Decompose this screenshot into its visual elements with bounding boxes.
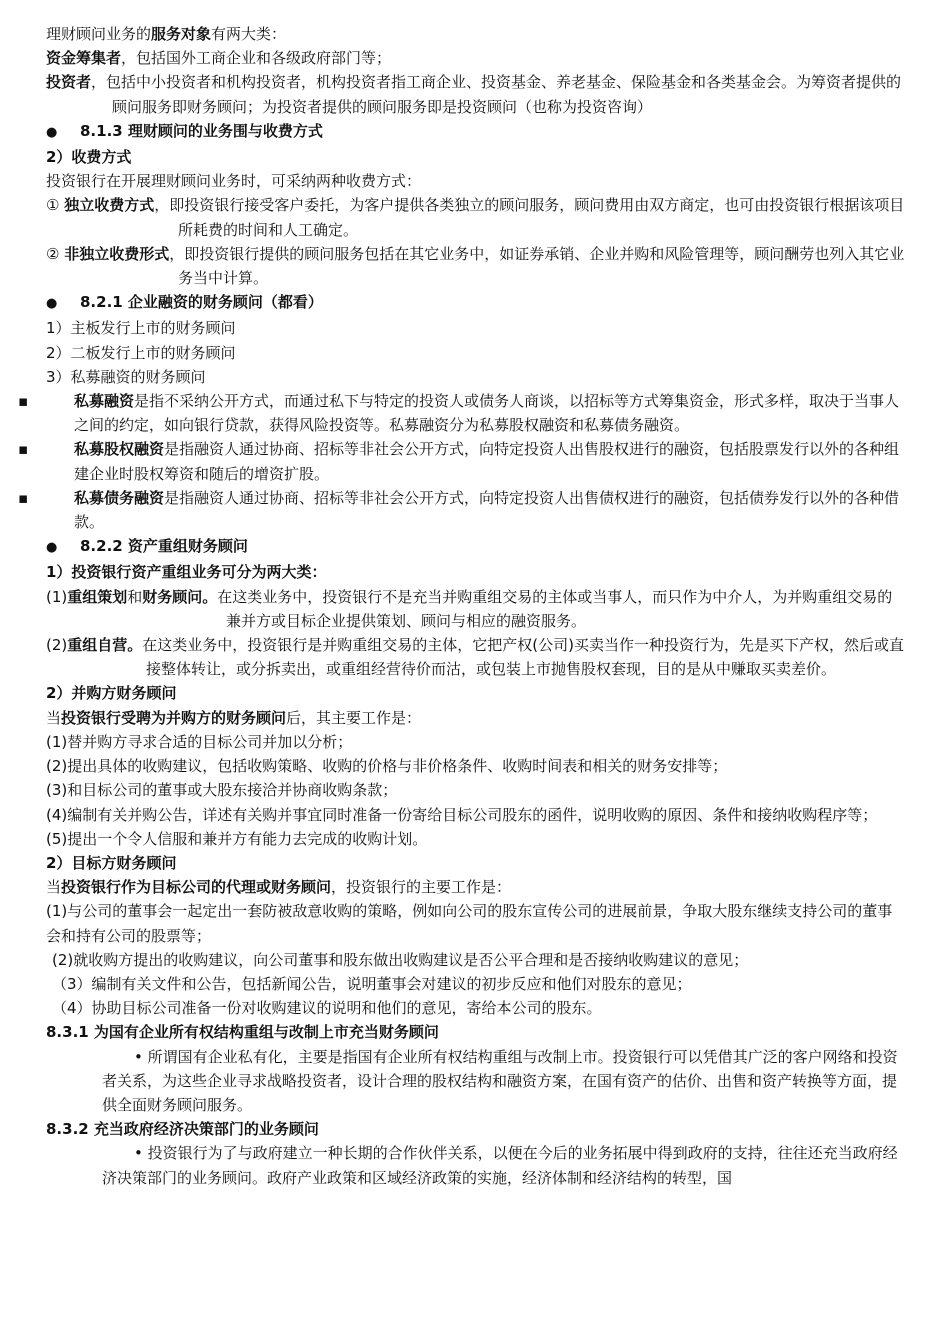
bullet-icon: ●: [46, 540, 58, 556]
text-line: • 投资银行为了与政府建立一种长期的合作伙伴关系，以便在今后的业务拓展中得到政府的支持，往往还充当政府经济决策部门的业务顾问。政府产业政策和区域经济政策的实施，经济体制和经济结构的转型，国: [102, 1144, 898, 1187]
section-heading: ● 8.2.1 企业融资的财务顾问（都看）: [46, 290, 906, 316]
subsection-heading: 2）收费方式: [46, 148, 132, 167]
text-line: 资金筹集者，包括国外工商企业和各级政府部门等；: [46, 49, 392, 68]
text-line: ① 独立收费方式，即投资银行接受客户委托，为客户提供各类独立的顾问服务，顾问费用由双方商定，也可由投资银行根据该项目所耗费的时间和人工确定。: [46, 196, 905, 239]
text-line: （3）编制有关文件和公告，包括新闻公告，说明董事会对建议的初步反应和他们对股东的意见；: [52, 974, 692, 993]
text-line: 投资银行在开展理财顾问业务时，可采纳两种收费方式：: [46, 172, 422, 191]
text-line: (3)和目标公司的董事或大股东接洽并协商收购条款；: [46, 781, 398, 800]
bullet-icon: ●: [46, 296, 58, 312]
bullet-icon: ▪: [18, 488, 29, 507]
bullet-icon: ▪: [18, 392, 29, 411]
section-heading: ● 8.1.3 理财顾问的业务围与收费方式: [46, 119, 906, 145]
list-item: ▪ 私募股权融资是指融资人通过协商、招标等非社会公开方式，向特定投资人出售股权进行的融资，包括股票发行以外的各种组建企业时股权筹资和随后的增资扩股。: [46, 437, 906, 485]
text-line: • 所谓国有企业私有化，主要是指国有企业所有权结构重组与改制上市。投资银行可以凭借其广泛的客户网络和投资者关系，为这些企业寻求战略投资者，设计合理的股权结构和融资方案，在国有资产的估价、出售和资产转换等方面，提供全面财务顾问服务。: [102, 1047, 898, 1114]
text-line: (5)提出一个令人信服和兼并方有能力去完成的收购计划。: [46, 829, 428, 848]
subsection-heading: 1）投资银行资产重组业务可分为两大类：: [46, 563, 327, 582]
text-line: 2）二板发行上市的财务顾问: [46, 343, 236, 362]
bullet-icon: ●: [46, 124, 58, 140]
text-line: (4)编制有关并购公告，详述有关购并事宜同时准备一份寄给目标公司股东的函件，说明收购的原因、条件和接纳收购程序等；: [46, 805, 878, 824]
text-line: 理财顾问业务的服务对象有两大类：: [46, 25, 287, 43]
text-line: 3）私募融资的财务顾问: [46, 367, 206, 386]
list-item: ▪ 私募债务融资是指融资人通过协商、招标等非社会公开方式，向特定投资人出售债权进行的融资，包括债券发行以外的各种借款。: [46, 486, 906, 534]
text-line: 1）主板发行上市的财务顾问: [46, 319, 236, 338]
subsection-heading: 2）并购方财务顾问: [46, 684, 177, 703]
text-line: (1)替并购方寻求合适的目标公司并加以分析；: [46, 732, 353, 751]
section-heading: 8.3.1 为国有企业所有权结构重组与改制上市充当财务顾问: [46, 1023, 439, 1042]
subsection-heading: 2）目标方财务顾问: [46, 853, 177, 872]
list-item: ▪ 私募融资是指不采纳公开方式，而通过私下与特定的投资人或债务人商谈，以招标等方式筹集资金，形式多样，取决于当事人之间的约定，如向银行贷款，获得风险投资等。私募融资分为私募股权融资和私募债务融资。: [46, 389, 906, 437]
text-line: 投资者，包括中小投资者和机构投资者，机构投资者指工商企业、投资基金、养老基金、保险基金和各类基金会。为筹资者提供的顾问服务即财务顾问；为投资者提供的顾问服务即是投资顾问（也称为投资咨询）: [46, 73, 902, 116]
text-line: (1)重组策划和财务顾问。在这类业务中，投资银行不是充当并购重组交易的主体或当事人，而只作为中介人，为并购重组交易的兼并方或目标企业提供策划、顾问与相应的融资服务。: [46, 587, 893, 630]
text-line: (2)重组自营。在这类业务中，投资银行是并购重组交易的主体，它把产权(公司)买卖当作一种投资行为，先是买下产权，然后或直接整体转让，或分拆卖出，或重组经营待价而沽，或包装上市抛售股权套现，目的是从中赚取买卖差价。: [46, 636, 904, 679]
text-line: (1)与公司的董事会一起定出一套防被敌意收购的策略，例如向公司的股东宣传公司的进展前景，争取大股东继续支持公司的董事会和持有公司的股票等；: [46, 902, 893, 945]
text-line: (2)提出具体的收购建议，包括收购策略、收购的价格与非价格条件、收购时间表和相关的财务安排等；: [46, 757, 728, 776]
section-heading: ● 8.2.2 资产重组财务顾问: [46, 534, 906, 560]
text-line: （4）协助目标公司准备一份对收购建议的说明和他们的意见，寄给本公司的股东。: [52, 999, 602, 1018]
text-line: 当投资银行受聘为并购方的财务顾问后，其主要工作是：: [46, 708, 422, 727]
text-line: 当投资银行作为目标公司的代理或财务顾问，投资银行的主要工作是：: [46, 878, 512, 897]
bullet-icon: ▪: [18, 440, 29, 459]
text-line: (2)就收购方提出的收购建议，向公司董事和股东做出收购建议是否公平合理和是否接纳收购建议的意见；: [52, 950, 749, 969]
text-line: ② 非独立收费形式，即投资银行提供的顾问服务包括在其它业务中，如证券承销、企业并购和风险管理等，顾问酬劳也列入其它业务当中计算。: [46, 244, 905, 288]
section-heading: 8.3.2 充当政府经济决策部门的业务顾问: [46, 1120, 319, 1139]
